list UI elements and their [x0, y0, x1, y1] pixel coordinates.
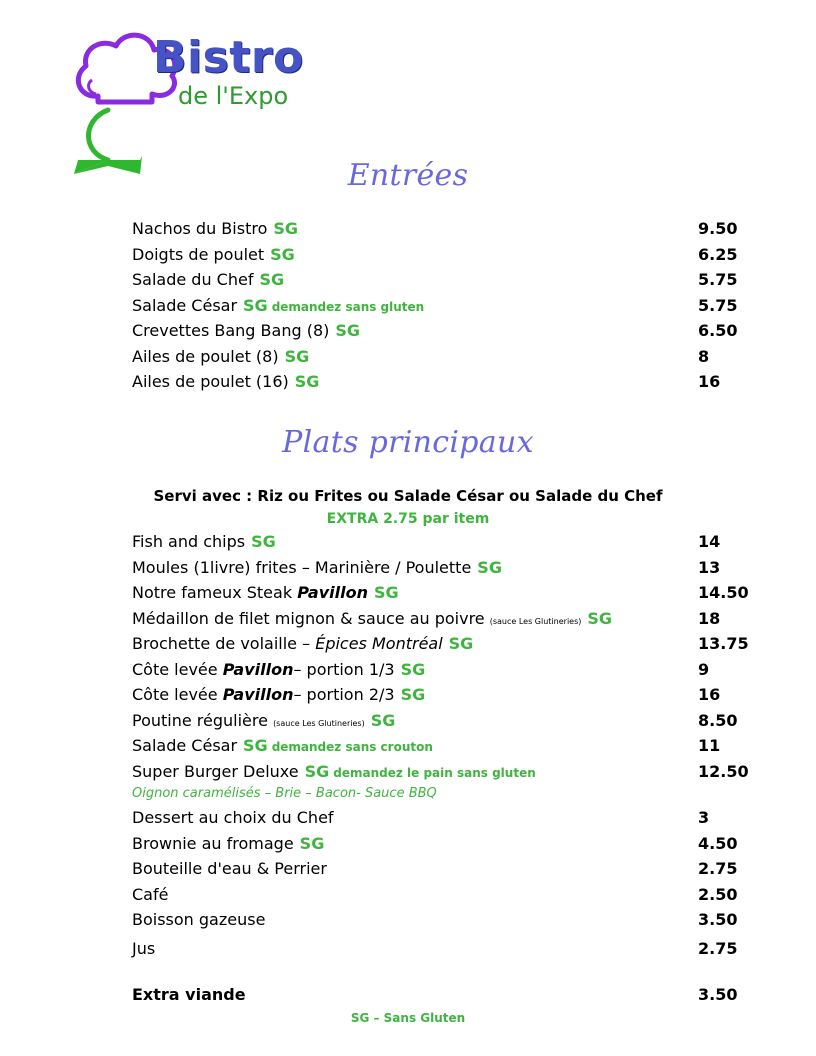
item-name-text: Dessert au choix du Chef — [132, 808, 334, 827]
menu-item-price: 4.50 — [698, 834, 738, 853]
item-note: demandez le pain sans gluten — [333, 765, 536, 780]
item-name-italic: Épices Montréal — [315, 634, 443, 653]
menu-item-name — [132, 806, 334, 830]
menu-item — [132, 370, 742, 394]
sg-badge: SG — [270, 244, 295, 264]
item-name-emphasis: Pavillon — [297, 583, 368, 602]
item-name-text: Super Burger Deluxe — [132, 761, 299, 781]
menu-item — [132, 294, 742, 318]
item-name-text: Côte levée — [132, 659, 223, 679]
menu-item — [132, 217, 742, 241]
sg-badge: SG — [294, 372, 320, 391]
extra-price-line: EXTRA 2.75 par item — [326, 511, 490, 527]
sg-badge: SG — [243, 295, 268, 315]
menu-item-price: 13.75 — [698, 634, 749, 653]
item-name-emphasis: Pavillon — [222, 659, 294, 679]
menu-item-name — [132, 607, 612, 634]
menu-item — [132, 760, 749, 784]
footer-legend: SG – Sans Gluten — [350, 1011, 466, 1025]
menu-item — [132, 734, 742, 758]
menu-item — [132, 832, 742, 856]
item-sauce-note: (sauce Les Glutineries) — [489, 616, 582, 626]
sg-badge: SG — [299, 834, 325, 853]
menu-item — [132, 581, 749, 605]
menu-item-price: 12.50 — [698, 761, 749, 781]
menu-item — [132, 983, 742, 1007]
item-name-text: Salade César — [132, 295, 238, 315]
item-name-suffix: – portion 2/3 — [293, 685, 395, 704]
menu-item — [132, 530, 742, 554]
sg-badge: SG — [251, 532, 276, 551]
menu-item-price: 5.75 — [698, 295, 738, 315]
menu-item-name — [132, 983, 246, 1007]
menu-item-name — [132, 268, 284, 292]
item-name-text: Médaillon de filet mignon & sauce au poivre — [132, 608, 490, 628]
logo-subtitle: de l'Expo — [178, 82, 289, 110]
menu-item-price: 8 — [698, 346, 710, 366]
menu-item — [132, 908, 742, 932]
item-name-text: Salade César — [132, 736, 238, 755]
menu-item-price: 11 — [698, 736, 721, 755]
menu-item-name — [132, 556, 502, 580]
menu-item — [132, 683, 742, 707]
menu-item-name — [132, 857, 327, 881]
sg-badge: SG — [304, 761, 330, 781]
menu-item-price: 13 — [698, 557, 721, 577]
menu-item-name — [132, 345, 309, 369]
sg-badge: SG — [373, 583, 399, 602]
item-name-text: Jus — [132, 939, 156, 958]
menu-item — [132, 857, 742, 881]
item-name-text: Boisson gazeuse — [132, 910, 266, 929]
menu-item-price: 3.50 — [698, 910, 738, 929]
sg-badge: SG — [477, 557, 502, 577]
item-name-text: Café — [132, 885, 169, 904]
item-name-text: Poutine régulière — [132, 710, 274, 730]
item-name-text: Bouteille d'eau & Perrier — [132, 859, 327, 878]
sg-badge: SG — [400, 685, 426, 704]
item-name-text: Ailes de poulet (16) — [132, 372, 289, 391]
section-title-plats: Plats principaux — [282, 425, 534, 460]
menu-item — [132, 632, 749, 656]
menu-item-price: 2.50 — [698, 885, 738, 904]
sg-badge: SG — [370, 710, 396, 730]
menu-item-name — [132, 370, 319, 394]
menu-item-name — [132, 883, 168, 907]
menu-item-price: 3 — [698, 808, 710, 827]
menu-item-price: 14 — [698, 532, 721, 551]
sg-badge: SG — [400, 659, 426, 679]
item-name-text: Côte levée — [132, 685, 223, 704]
menu-item — [132, 806, 742, 830]
logo-title: Bistro — [153, 32, 304, 83]
item-name-text: Brownie au fromage — [132, 834, 294, 853]
menu-item — [132, 268, 742, 292]
menu-item-price: 2.75 — [698, 859, 738, 878]
menu-item-name — [132, 734, 433, 759]
menu-item-name — [132, 658, 425, 682]
menu-item — [132, 556, 742, 580]
menu-item-name — [132, 709, 395, 736]
menu-item-name — [132, 581, 399, 605]
item-name-text: Extra viande — [132, 985, 246, 1004]
item-name-text: Salade du Chef — [132, 270, 254, 289]
section-title-entrees: Entrées — [347, 158, 469, 193]
sg-badge: SG — [335, 321, 361, 340]
item-sauce-note: (sauce Les Glutineries) — [273, 718, 365, 728]
sg-badge: SG — [273, 219, 299, 238]
menu-item-name — [132, 243, 295, 267]
menu-item-price: 8.50 — [698, 710, 738, 730]
item-name-suffix: – portion 1/3 — [293, 659, 395, 679]
item-note: demandez sans crouton — [271, 740, 433, 754]
menu-item-name — [132, 760, 536, 785]
menu-item — [132, 658, 742, 682]
menu-item-price: 2.75 — [698, 939, 738, 958]
menu-item-price: 18 — [698, 608, 721, 628]
menu-item-price: 6.50 — [698, 321, 738, 340]
sg-badge: SG — [284, 346, 310, 366]
menu-item-name — [132, 319, 360, 343]
menu-item-name — [132, 530, 276, 554]
item-name-emphasis: Pavillon — [222, 685, 294, 704]
menu-item-price: 9 — [698, 659, 710, 679]
item-name-text: Notre fameux Steak — [132, 583, 298, 602]
sg-badge: SG — [243, 736, 268, 755]
menu-item — [132, 319, 742, 343]
menu-item-price: 16 — [698, 685, 721, 704]
item-note: demandez sans gluten — [271, 299, 425, 314]
burger-toppings: Oignon caramélisés – Brie – Bacon- Sauce BBQ — [132, 786, 437, 801]
menu-item-price: 16 — [698, 372, 721, 391]
menu-item — [132, 937, 742, 961]
item-name-text: Ailes de poulet (8) — [132, 346, 279, 366]
sg-badge: SG — [259, 270, 285, 289]
menu-item-name — [132, 294, 424, 319]
item-name-text: Crevettes Bang Bang (8) — [132, 321, 330, 340]
menu-item — [132, 709, 742, 733]
menu-item — [132, 345, 742, 369]
menu-item-name — [132, 937, 155, 961]
item-name-text: Fish and chips — [132, 532, 246, 551]
menu-item-name — [132, 832, 324, 856]
menu-item-name — [132, 632, 473, 656]
menu-item — [132, 243, 742, 267]
menu-item-price: 14.50 — [698, 583, 749, 602]
menu-item-price: 3.50 — [698, 985, 738, 1004]
served-with-line: Servi avec : Riz ou Frites ou Salade César ou Salade du Chef — [153, 487, 663, 505]
menu-item-name — [132, 683, 425, 707]
menu-item-price: 6.25 — [698, 244, 738, 264]
menu-item-name — [132, 217, 298, 241]
menu-item — [132, 607, 742, 631]
sg-badge: SG — [587, 608, 613, 628]
item-name-text: Nachos du Bistro — [132, 219, 268, 238]
menu-item-name — [132, 908, 265, 932]
sg-badge: SG — [448, 634, 474, 653]
menu-item-price: 9.50 — [698, 219, 738, 238]
item-name-text: Moules (1livre) frites – Marinière / Poulette — [132, 557, 472, 577]
item-name-text: Brochette de volaille – — [132, 634, 316, 653]
menu-item — [132, 883, 742, 907]
menu-item-price: 5.75 — [698, 270, 738, 289]
item-name-text: Doigts de poulet — [132, 244, 265, 264]
